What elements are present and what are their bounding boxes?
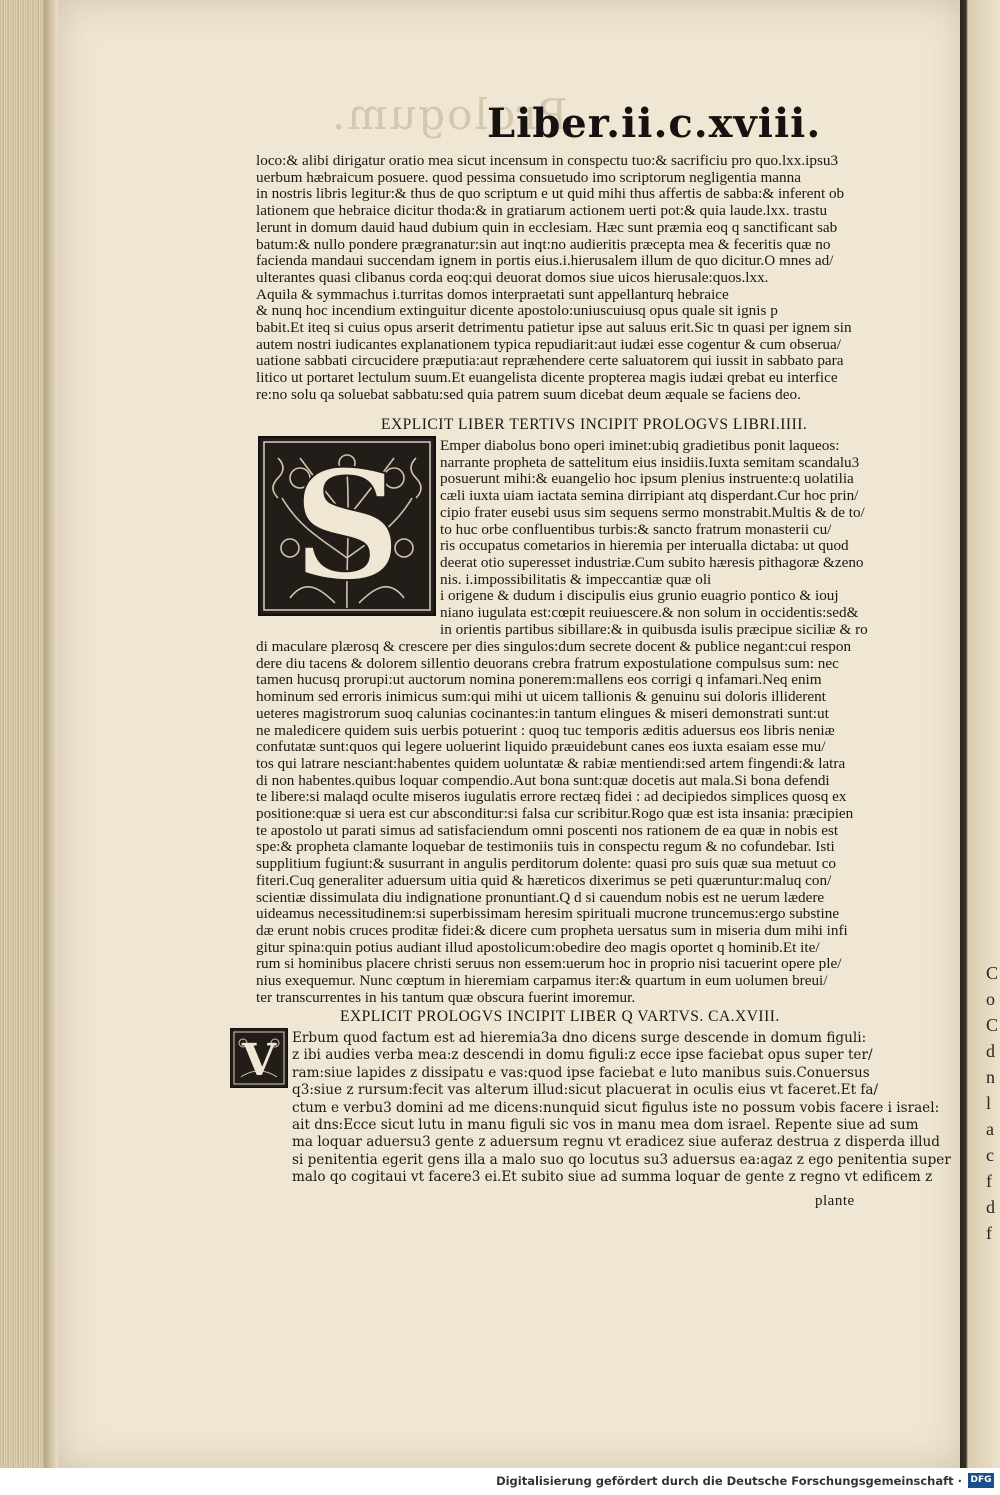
text-line: ram:siue lapides z dissipatu e vas:quod ipse faciebat e luto manibus suis.Conuersus xyxy=(292,1064,870,1081)
text-line: te apostolo ut parati simus ad satisfaciendum omni poscenti nos rationem de ea quæ in nobis est xyxy=(256,821,839,839)
text-line: malo qo cogitaui vt facere3 ei.Et subito siue ad summa loquar de gente z regno vt edificem z xyxy=(292,1169,933,1186)
text-line: cipio frater eusebi usus sim sequens sermo monstrabit.Multis & de to/ xyxy=(440,503,865,521)
text-line: z ibi audies verba mea:z descendi in domu figuli:z ecce ipse faciebat opus super ter/ xyxy=(292,1047,873,1064)
text-line: loco:& alibi dirigatur oratio mea sicut incensum in conspectu tuo:& sacrificiu pro quo.lxx.ipsu3 xyxy=(256,152,839,169)
text-line: cæli iuxta uiam iactata semina dirripiant atq disperdant.Cur hoc prin/ xyxy=(440,487,859,505)
text-line: uerbum hæbraicum posuere. quod pessima consuetudo imo scriptorum negligentia manna xyxy=(256,168,801,186)
text-line: fiteri.Cuq generaliter aduersum uitia quid & hæreticos dixerimus se peti quæruntur:maluq con/ xyxy=(256,871,832,889)
catchword: plante xyxy=(815,1193,855,1209)
text-line: di maculare plærosq & crescere per dies singulos:dum secrete docent & publice negant:cui respon xyxy=(256,638,852,655)
next-page-letter: o xyxy=(986,989,995,1009)
left-page-stack xyxy=(0,0,48,1468)
text-block-1 xyxy=(256,153,878,404)
text-line: deerat otio superesset industriæ.Cum subito hæresis pithagoræ &zeno xyxy=(440,553,864,571)
text-line: tos qui latrare nesciant:habentes quidem uoluntatæ & rabiæ mentiendi:sed artem fingendi:& latra xyxy=(256,754,846,772)
next-page-letter: C xyxy=(986,963,999,983)
initial-ornament-icon xyxy=(231,1029,287,1087)
text-line: re:no solu qa soluebat sabbatu:sed quia patrem suum dicebat deum æquale se faciens deo. xyxy=(256,385,801,403)
decorated-initial-v xyxy=(230,1028,288,1088)
next-page-letter: f xyxy=(986,1223,992,1243)
text-line: positione:quæ si uera est cur absconditur:si falsa cur scribitur.Rogo quæ est ista insania: præcipien xyxy=(256,805,854,823)
text-line: to huc orbe confluentibus turbis:& sancto fratrum monasterii cu/ xyxy=(440,520,832,538)
decorated-initial-s xyxy=(258,436,436,616)
text-line: spe:& propheta clamante loquebar de testimoniis tuis in conspectu regum & no cofundebar. Isti xyxy=(256,838,835,856)
text-line: dæ erunt nobis cruces proditæ fidei:& dicere cum propheta uersatus sum in miseria dum mihi infi xyxy=(256,921,848,939)
text-line: posuerunt mihi:& euangelio hoc ipsum plenius instruente:q uolatilia xyxy=(440,470,854,488)
text-line: scientiæ dissimulata diu indignatione pronuntiant.Q d si cauendum nobis est ne uerum lædere xyxy=(256,888,825,906)
next-page-letter: f xyxy=(986,1171,992,1191)
text-line: lerunt in domum dauid haud dubium quin in ecclesiam. Hæc sunt præmia eoq q sanctificant sab xyxy=(256,218,838,236)
text-line: ris occupatus cometarios in hieremia per interualla dictaba: ut quod xyxy=(440,537,849,555)
initial-v-letter: V xyxy=(241,1035,277,1086)
text-line: uatione sabbati circucidere præputia:aut repræhendere certe saluatorem qui iussit in sabbato para xyxy=(256,352,844,370)
text-line: nis. i.impossibilitatis & impeccantiæ quæ oli xyxy=(440,570,712,588)
text-line: & nunq hoc incendium extinguitur dicente apostolo:uniuscuiusq opus quale sit ignis p xyxy=(256,302,778,320)
bleed-through-heading: Prologum. xyxy=(330,90,568,139)
text-line: narrante propheta de sattelitum eius insidiis.Iuxta semitam scandalu3 xyxy=(440,453,860,471)
text-line: ne maledicere quidem suis uerbis potuerint : quoq tuc temporis æditis aduersus eos libris neniæ xyxy=(256,721,835,739)
text-line: facienda mandaui succendam ignem in portis eius.i.hierusalem illum de quo dicitur.O mnes ad/ xyxy=(256,252,834,270)
next-page-letter: l xyxy=(986,1093,992,1113)
text-line: Emper diabolus bono operi iminet:ubiq gradietibus ponit laqueos: xyxy=(440,437,840,454)
footer-bar xyxy=(0,1468,1000,1495)
text-block-2-narrow xyxy=(440,438,878,638)
next-page-letter: c xyxy=(986,1145,994,1165)
next-page-letter: d xyxy=(986,1197,995,1217)
text-line: confutatæ sunt:quos qui legere uoluerint liquido præuidebunt canes eos iuxta esaiam esse mu/ xyxy=(256,738,826,756)
text-line: batum:& nullo pondere prægranatur:sin aut inqt:no audieritis præcepta mea & feceritis quæ no xyxy=(256,235,831,253)
text-line: tamen hucusq prorupi:ut auctorum nomina ponerem:mallens eos corrigi q infamari.Neq enim xyxy=(256,671,822,689)
next-page-letter: d xyxy=(986,1041,995,1061)
text-line: uideamus necessitudinem:si superbissimam heresim spirituali mucrone truncemus:ergo substine xyxy=(256,905,840,923)
text-line: litico ut portaret lectulum suum.Et euangelista dicente propterea magis iudæi qrebat eu interfice xyxy=(256,369,838,387)
next-page-letter: C xyxy=(986,1015,999,1035)
text-line: ctum e verbu3 domini ad me dicens:nunquid sicut figulus iste no possum vobis facere i israel: xyxy=(292,1099,940,1116)
text-line: si penitentia egerit gens illa a malo suo qo locutus su3 aduersus ea:agaz z ego penitentia super xyxy=(292,1151,951,1168)
initial-s-letter: S xyxy=(292,438,402,614)
text-line: lationem que hebraice dicitur thoda:& in gratiarum actionem uerti pot:& quia laude.lxx. trastu xyxy=(256,202,828,220)
text-line: in orientis partibus sibillare:& in quibusda isulis præcipue siciliæ & ro xyxy=(440,620,868,638)
next-page-letter: n xyxy=(986,1067,995,1087)
text-line: ait dns:Ecce sicut lutu in manu figuli sic vos in manu mea dom israel. Repente siue ad sum xyxy=(292,1117,919,1134)
text-line: q3:siue z rursum:fecit vas alterum illud:sicut placuerat in oculis eius vt faceret.Et fa/ xyxy=(292,1082,879,1099)
text-line: in nostris libris legitur:& thus de quo scriptum e ut quid mihi thus affertis de sabba:& inferent ob xyxy=(256,185,845,203)
text-block-2-wide xyxy=(256,639,878,1006)
explicit-liber-tertius: EXPLICIT LIBER TERTIVS INCIPIT PROLOGVS LIBRI.IIII. xyxy=(381,416,808,433)
text-line: i origene & dudum i discipulis eius grunio euagrio pontico & iouj xyxy=(440,587,839,605)
text-line: ulterantes quasi clibanus corda eoq:qui deuorat domos siue uicos hierusale:quos.lxx. xyxy=(256,268,769,286)
text-line: ter transcurrentes in his tantum quæ obscura fuerint imoremur. xyxy=(256,988,636,1006)
dfg-logo-icon: DFG xyxy=(968,1473,994,1488)
running-heading: Liber.ii.c.xviii. xyxy=(487,100,822,147)
text-line: gitur spina:quin potius audiant illud apostolicum:obedire deo magis oportet q hominib.Et ite/ xyxy=(256,938,820,956)
next-page-letters xyxy=(986,960,1000,1246)
text-line: supplitium fugiunt:& susurrant in angulis perditorum dolente: quasi pro suis quæ sua metuut co xyxy=(256,855,837,873)
text-line: Aquila & symmachus i.turritas domos interpraetati sunt appellanturq hebraice xyxy=(256,285,729,303)
text-line: di non habentes.quibus loquar compendio.Aut bona sunt:quæ docetis aut mala.Si bona defendi xyxy=(256,771,830,789)
text-line: hominum sed erroris inimicus sum:qui mihi ut uicem tallionis & genuinu sui doloris illiderent xyxy=(256,688,826,706)
text-line: te libere:si malaqd oculte miseros iugulatis errore rectæq fidei : ad decipiedos simplices quosq ex xyxy=(256,788,847,806)
text-block-3 xyxy=(292,1030,951,1187)
next-page-letter: a xyxy=(986,1119,994,1139)
footer-credit: Digitalisierung gefördert durch die Deutsche Forschungsgemeinschaft · xyxy=(496,1474,962,1488)
explicit-prologus: EXPLICIT PROLOGVS INCIPIT LIBER Q VARTVS. CA.XVIII. xyxy=(340,1008,780,1025)
text-line: ma loquar aduersu3 gente z aduersum regnu vt eradicez siue auferaz destrua z disperda illud xyxy=(292,1134,940,1151)
text-line: babit.Et iteq si cuius opus arserit detrimentu patietur ipse aut saluus erit.Sic tn quasi per ignem sin xyxy=(256,319,852,337)
text-line: rum si hominibus placere christi seruus non essem:uerum hoc in proprio nisi tacuerint opere ple/ xyxy=(256,955,842,973)
text-line: Erbum quod factum est ad hieremia3a dno dicens surge descende in domum figuli: xyxy=(292,1030,867,1046)
text-line: ueteres magistrorum suoq calunias cocinantes:in tantum elingues & miseri demonstrati sunt:ut xyxy=(256,704,829,722)
next-page-edge xyxy=(960,0,1000,1468)
floral-ornament-icon xyxy=(260,438,434,614)
text-line: autem nostri iudicantes explanationem typica repudiarit:aut iudæi esse cogentur & cum obserua/ xyxy=(256,335,841,353)
text-line: nius exequemur. Nunc cœptum in hieremiam carpamus iter:& quartum in eum uolumen breui/ xyxy=(256,972,828,990)
text-line: dere diu tacens & dolorem sillentio deuorans crebra fratrum expostulatione compulsus sum: nec xyxy=(256,654,839,672)
text-line: niano iugulata est:cœpit reuiuescere.& non solum in occidentis:sed& xyxy=(440,604,859,622)
